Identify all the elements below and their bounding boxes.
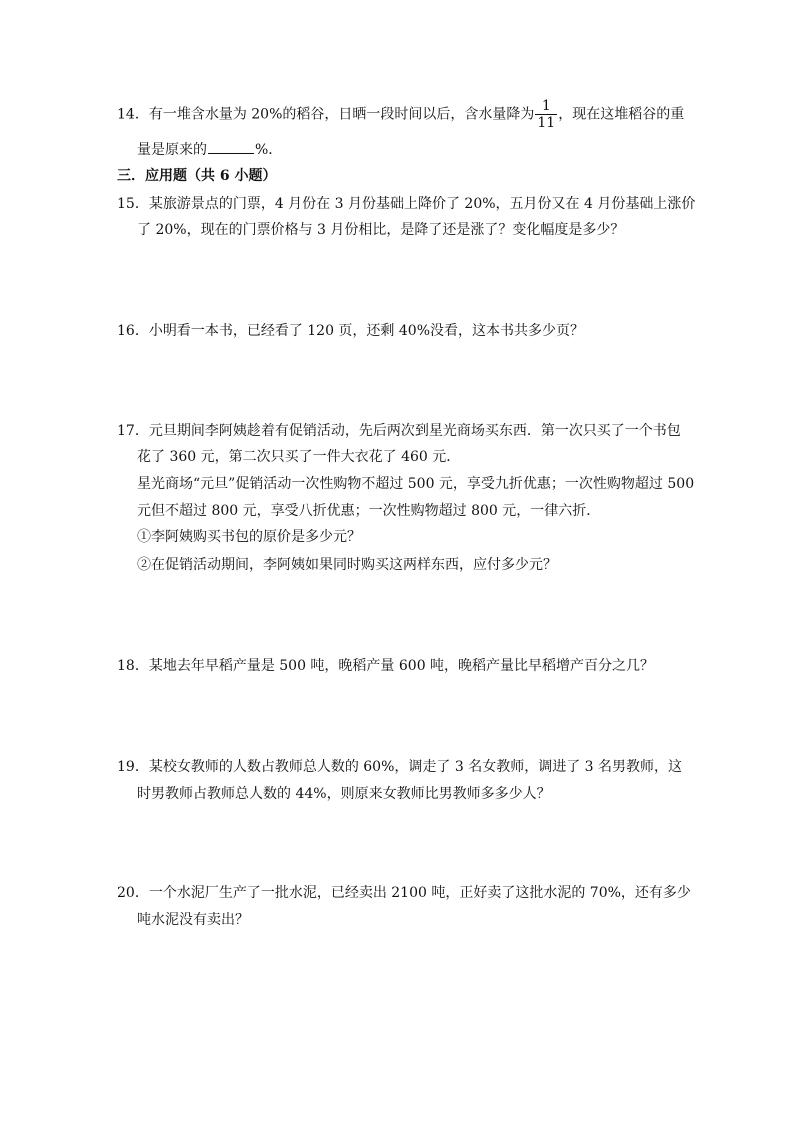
question-16-line-1: 16．小明看一本书，已经看了 120 页，还剩 40%没看，这本书共多少页？ — [117, 323, 585, 339]
fraction-numerator: 1 — [535, 98, 557, 115]
question-17-line-2: 花了 360 元，第二次只买了一件大衣花了 460 元． — [137, 449, 461, 465]
question-17-sub-1: ①李阿姨购买书包的原价是多少元？ — [137, 529, 361, 545]
question-15-line-2: 了 20%，现在的门票价格与 3 月份相比，是降了还是涨了？变化幅度是多少？ — [137, 222, 625, 238]
question-15-line-1: 15．某旅游景点的门票，4 月份在 3 月份基础上降价了 20%，五月份又在 4 月份基础上涨价 — [117, 196, 696, 212]
question-14-text-a: 14．有一堆含水量为 20%的稻谷，日晒一段时间以后，含水量降为 — [117, 106, 535, 123]
question-14-text-d: %． — [255, 142, 283, 158]
question-19-line-2: 时男教师占教师总人数的 44%，则原来女教师比男教师多多少人？ — [137, 786, 551, 802]
question-20-line-2: 吨水泥没有卖出？ — [137, 912, 249, 928]
question-19-line-1: 19．某校女教师的人数占教师总人数的 60%，调走了 3 名女教师，调进了 3 名男教师，这 — [117, 759, 682, 775]
question-17-line-4: 元但不超过 800 元，享受八折优惠；一次性购物超过 800 元，一律六折． — [137, 503, 601, 519]
question-17-line-1: 17．元旦期间李阿姨趁着有促销活动，先后两次到星光商场买东西．第一次只买了一个书包 — [117, 423, 681, 439]
question-17-sub-2: ②在促销活动期间，李阿姨如果同时购买这两样东西，应付多少元？ — [137, 557, 557, 573]
question-20-line-1: 20．一个水泥厂生产了一批水泥，已经卖出 2100 吨，正好卖了这批水泥的 70%，还有多少 — [117, 885, 691, 901]
section-heading: 三．应用题（共 6 小题） — [117, 168, 277, 184]
question-14-text-b: ，现在这堆稻谷的重 — [558, 106, 685, 123]
question-18-line-1: 18．某地去年早稻产量是 500 吨，晚稻产量 600 吨，晚稻产量比早稻增产百分之几？ — [117, 658, 655, 674]
fraction-denominator: 11 — [537, 115, 556, 131]
answer-blank[interactable] — [208, 139, 254, 154]
fraction — [535, 98, 557, 131]
question-14-text-c: 量是原来的 — [137, 142, 207, 158]
question-14-line-2 — [137, 139, 282, 160]
question-14-line-1 — [117, 98, 684, 131]
question-17-line-3: 星光商场“元旦”促销活动一次性购物不超过 500 元，享受九折优惠；一次性购物超过 500 — [137, 476, 695, 492]
